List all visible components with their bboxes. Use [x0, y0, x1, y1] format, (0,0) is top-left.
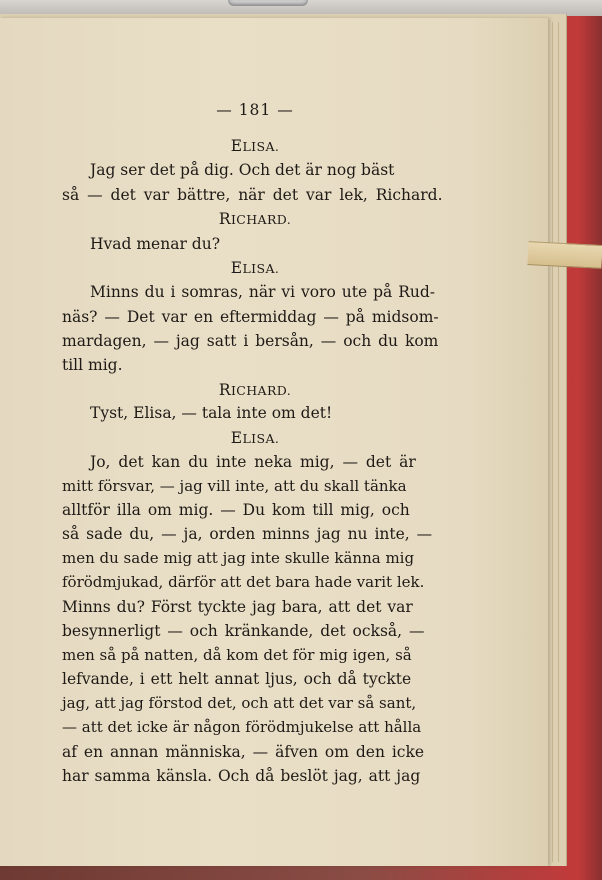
text-line: jag, att jag förstod det, och att det var så sant, [62, 694, 417, 712]
page-number: — 181 — [216, 101, 294, 119]
text-line: men du sade mig att jag inte skulle känna mig [62, 549, 415, 567]
text-line: mardagen, — jag satt i bersån, — och du kom [62, 332, 439, 350]
speaker-name: RICHARD. [218, 210, 292, 228]
text-line: besynnerligt — och kränkande, det också, — [62, 622, 425, 640]
text-line: Tyst, Elisa, — tala inte om det! [90, 404, 333, 422]
speaker-name: ELISA. [230, 259, 280, 277]
text-line: Jo, det kan du inte neka mig, — det är [90, 453, 416, 471]
text-line: mitt försvar, — jag vill inte, att du skall tänka [62, 477, 407, 495]
speaker-name: ELISA. [230, 429, 280, 447]
text-line: Minns du? Först tyckte jag bara, att det var [62, 598, 413, 616]
text-line: till mig. [62, 356, 123, 374]
text-line: men så på natten, då kom det för mig igen, så [62, 646, 412, 664]
text-line: Jag ser det på dig. Och det är nog bäst [90, 161, 395, 179]
text-line: alltför illa om mig. — Du kom till mig, och [62, 501, 410, 519]
text-line: lefvande, i ett helt annat ljus, och då tyckte [62, 670, 412, 688]
speaker-name: ELISA. [230, 137, 280, 155]
text-line: har samma känsla. Och då beslöt jag, att jag [62, 767, 421, 785]
text-line: så sade du, — ja, orden minns jag nu inte, — [62, 525, 433, 543]
text-line: — att det icke är någon förödmjukelse att hålla [62, 718, 422, 736]
text-line: förödmjukad, därför att det bara hade varit lek. [62, 573, 425, 591]
text-line: så — det var bättre, när det var lek, Richard. [62, 186, 443, 204]
speaker-name: RICHARD. [218, 381, 292, 399]
text-line: näs? — Det var en eftermiddag — på midsom- [62, 308, 439, 326]
text-line: af en annan människa, — äfven om den icke [62, 743, 425, 761]
text-line: Minns du i somras, när vi voro ute på Rud- [90, 283, 436, 301]
text-line: Hvad menar du? [90, 235, 221, 253]
